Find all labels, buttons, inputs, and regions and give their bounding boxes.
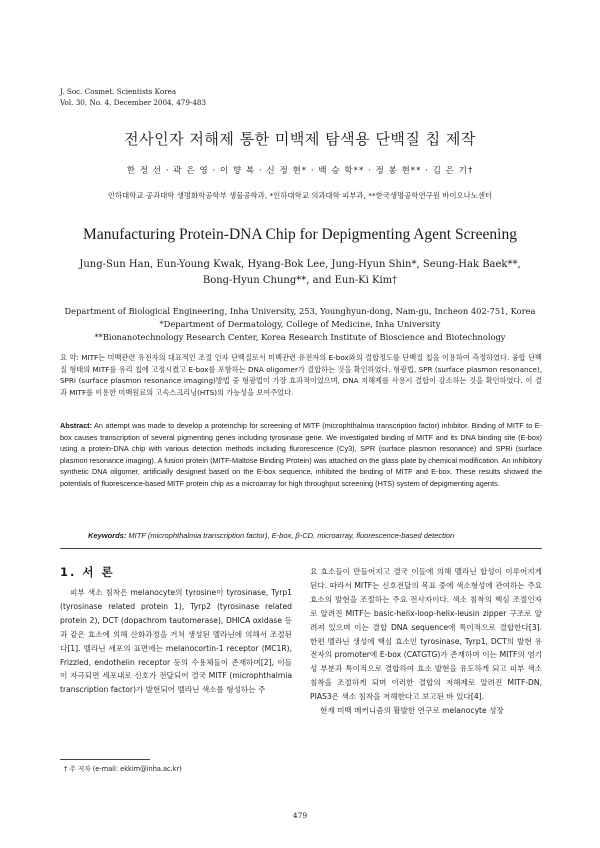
body-right-column	[310, 565, 542, 718]
english-title: Manufacturing Protein-DNA Chip for Depigmenting Agent Screening	[83, 226, 517, 243]
keywords-text: MITF (microphthalmia transcription factor), E-box, β-CD, microarray, fluorescence-based detection	[126, 531, 455, 540]
english-abstract	[60, 420, 542, 490]
affiliation-kribb: **Bionanotechnology Research Center, Korea Research Institute of Bioscience and Biotechnology	[94, 332, 506, 342]
journal-name: J. Soc. Cosmet. Scientists Korea	[60, 87, 177, 96]
english-authors-line1: Jung-Sun Han, Eun-Young Kwak, Hyang-Bok Lee, Jung-Hyun Shin*, Seung-Hak Baek**,	[79, 259, 521, 270]
keywords	[88, 531, 558, 540]
abstract-label: Abstract:	[60, 421, 93, 430]
english-affiliations	[0, 305, 600, 344]
korean-affiliation: 인하대학교 공과대학 생명화학공학부 생물공학과, *인하대학교 의과대학 피부과, **한국생명공학연구원 바이오나노센터	[107, 191, 493, 200]
page-number: 479	[292, 811, 308, 820]
journal-info	[60, 86, 206, 108]
body-right-paragraph-2: 현재 미백 메커니즘의 활발한 연구로 melanocyte 성장	[320, 706, 504, 716]
footnote-divider	[60, 759, 150, 760]
abstract-text: An attempt was made to develop a proteinchip for screening of MITF (microphthalmia transcription factor) inhibitor. Binding of MITF to E-box causes transcription of several pigmenting genes including tyrosinase gene. We investigated binding of MITF and its DNA binding site (E-box) using a protein-DNA chip with various detection methods including flurorescence (Cy3), SPR (surface plasmon resonance) and SPRi (surface plasmon resonance imaging). A fusion protein (MITF-Maltose Binding Protein) was attached on the glass plate by chemical modification. An inhibitory synthetic DNA oligomer, artificially designed based on the E-box sequence, inhibited the binding of MITF and E-box. These results showed the potentials of fluorescence-based MITF protein chip as a microarray for high throughput screening (HTS) system of depigmenting agents.	[60, 421, 542, 488]
body-left-column: 피부 색소 침착은 melanocyte의 tyrosine이 tyrosinase, Tyrp1 (tyrosinase related protein 1), Tyrp2 (tyrosinase related protein 2), DCT (dopachrom tautomerase), DHICA oxidase 등과 같은 효소에 의해 산화과정을 거쳐 생성된 멜라닌에 의해서 조절된다[1]. 멜라닌 세포의 표면에는 melanocortin-1 receptor (MC1R), Frizzled, endothelin receptor 등의 수용체들이 존재하며[2], 이들이 자극되면 세포내로 신호가 전달되어 결국 MITF (microphthalmia transcription factor)가 발현되어 멜라닌 색소를 형성하는 주	[60, 588, 292, 695]
body-right-paragraph-1: 요 효소들이 만들어지고 결국 이들에 의해 멜라닌 합성이 이루어지게 된다. 따라서 MITF는 신호전달의 목표 중에 색소형성에 관여하는 주요 효소의 발현을 조절하는 주요 전사자이다. 색소 침착의 핵심 조절인자로 알려진 MITF는 basic-helix-loop-helix-leusin zipper 구조로 알려져 있으며 이는 결합 DNA sequence에 특이적으로 결합한다[3]. 한편 멜라닌 생성에 핵심 효소인 tyrosinase, Tyrp1, DCT의 발현 유전자의 promoter에 E-box (CATGTG)가 존재하며 이는 MITF의 염기성 부분과 특이적으로 결합하여 효소 발현을 유도하게 되고 피부 색소 침착을 조절하게 되며 이러한 결합의 저해제로 알려진 MITF-DN, PIAS3은 색소 침착을 저해한다고 보고된 바 있다[4].	[310, 567, 542, 702]
korean-abstract: 요 약: MITF는 미백관련 유전자의 대표적인 조절 인자 단백질로서 미백관련 유전자의 E-box와의 결합정도를 단백질 칩을 이용하여 측정하였다. 융합 단백질 형태의 MITF를 유리 칩에 고정시켰고 E-box를 포함하는 DNA oligomer가 결합하는 것을 확인하였다. 형광법, SPR (surface plasmon resonance), SPRi (surface plasmon resonance imaging)방법 중 형광법이 가장 효과적이었으며, DNA 저해제를 사용시 결합이 감소하는 것을 확인하였다. 이 결과 MITF를 이용한 미백원료의 고속스크리닝(HTS)의 가능성을 보여주었다.	[60, 353, 542, 398]
korean-authors: 한 정 선 · 곽 은 영 · 이 향 복 · 신 정 현* · 백 승 학** · 정 봉 현** · 김 은 기†	[126, 166, 474, 176]
keywords-label: Keywords:	[88, 531, 127, 540]
journal-volume: Vol. 30, No. 4, December 2004, 479-483	[60, 98, 207, 107]
section-divider	[60, 548, 542, 549]
corresponding-author-footnote: † 주 저자 (e-mail: ekkim@inha.ac.kr)	[64, 765, 182, 773]
affiliation-inha-engineering: Department of Biological Engineering, Inha University, 253, Younghyun-dong, Nam-gu, Incheon 402-751, Korea	[64, 306, 536, 316]
english-authors	[0, 257, 600, 289]
english-authors-line2: Bong-Hyun Chung**, and Eun-Ki Kim†	[202, 275, 398, 286]
affiliation-inha-dermatology: *Department of Dermatology, College of Medicine, Inha University	[159, 319, 441, 329]
korean-title: 전사인자 저해제 통한 미백제 탐색용 단백질 칩 제작	[124, 130, 476, 148]
section-heading-introduction: 1. 서 론	[60, 565, 115, 579]
